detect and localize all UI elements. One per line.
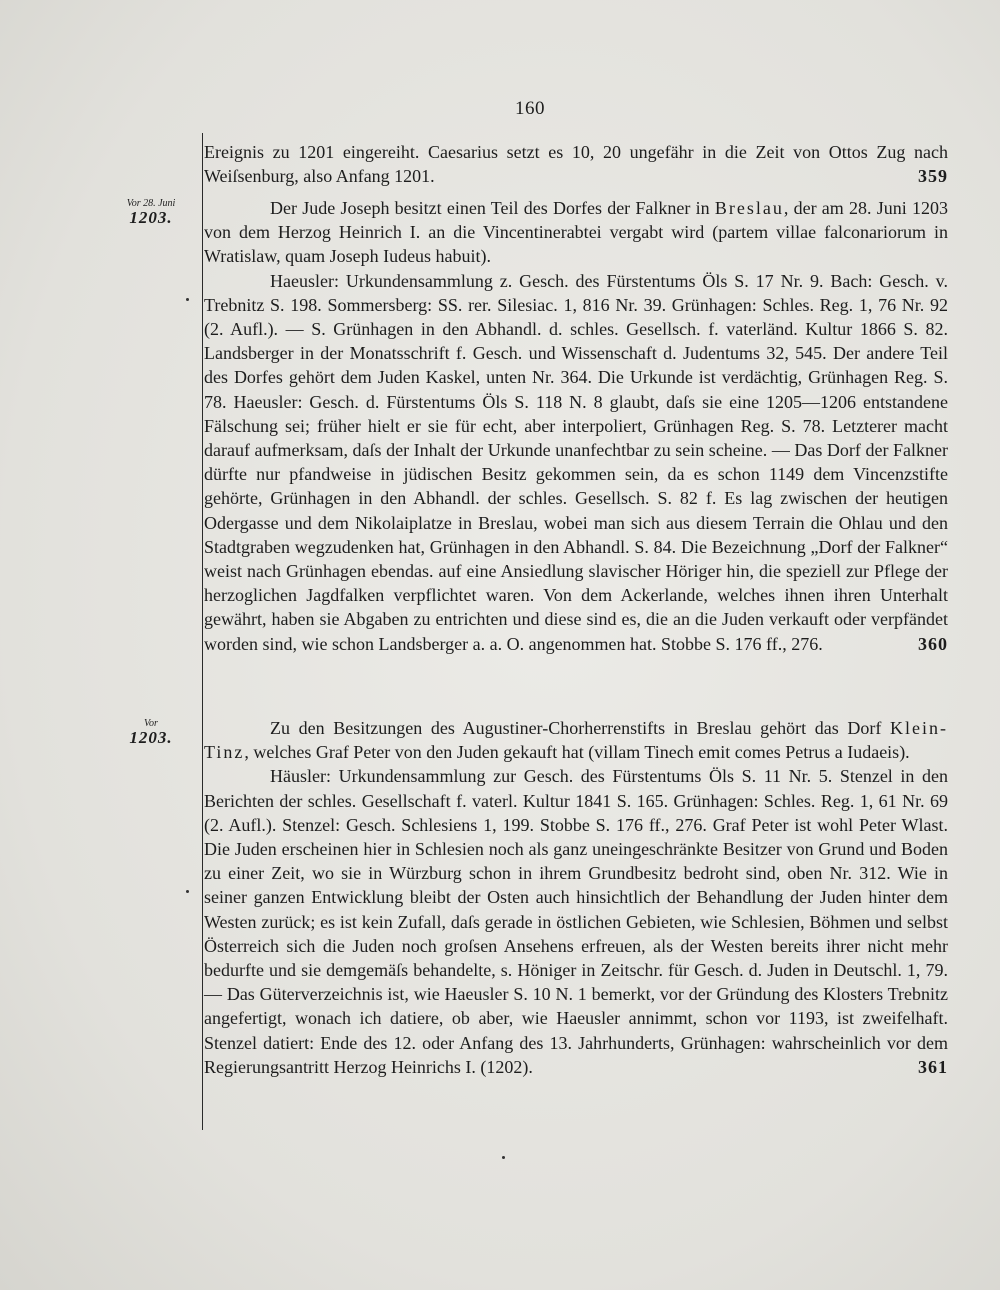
entry-summary-end: , welches Graf Peter von den Juden gekauft hat (villam Tinech emit comes Petrus a Iudaeis). <box>244 742 910 763</box>
page-number: 160 <box>515 98 545 119</box>
entry-summary <box>204 716 948 764</box>
entry-summary-end: , der am 28. Juni 1203 von dem Herzog Heinrich I. an die Vincentinerabtei vergabt wird (partem villae falconariorum in Wratislaw, quam Joseph Iudeus habuit). <box>204 198 948 267</box>
page-speck <box>502 1156 505 1159</box>
entry-360 <box>204 196 948 656</box>
entry-references <box>204 269 948 656</box>
margin-date-note-1 <box>108 198 194 228</box>
entry-number: 360 <box>918 633 948 654</box>
entry-summary-start: Zu den Besitzungen des Augustiner-Chorherrenstifts in Breslau gehört das Dorf <box>270 718 891 738</box>
entry-references <box>204 764 948 1079</box>
place-name: Klein-Tinz <box>204 718 948 763</box>
margin-rule <box>202 133 203 1130</box>
entry-number: 359 <box>918 166 948 187</box>
entry-text <box>204 140 948 188</box>
entry-summary <box>204 196 948 269</box>
entry-359 <box>204 140 948 188</box>
margin-date-label: Vor 28. Juni <box>126 198 176 209</box>
entry-body: Häusler: Urkundensammlung zur Gesch. des Fürstentums Öls S. 11 Nr. 5. Stenzel in den Berichten der schles. Gesellschaft f. vaterl. Kultur 1841 S. 165. Grünhagen: Schles. Reg. 1, 61 Nr. 69 (2. Aufl.). Stenzel: Gesch. Schlesiens 1, 199. Stobbe S. 176 ff., 276. Graf Peter ist wohl Peter Wlast. Die Juden erscheinen hier in Schlesien noch als ganz uneingeschränkte Besitzer von Grund und Boden zu einer Zeit, wo sie in Würzburg schon in ihrem Grundbesitz bedroht sind, oben Nr. 312. Wie in seiner ganzen Entwicklung bleibt der Osten auch hinsichtlich der Behandlung der Juden hinter dem Westen zurück; es ist kein Zufall, daſs gerade in östlichen Gebieten, wie Schlesien, Böhmen und selbst Österreich sich die Juden noch groſsen Ansehens erfreuen, als der Westen bereits ihrer nicht mehr bedurfte und sie demgemäſs behandelte, s. Höniger in Zeitschr. für Gesch. d. Juden in Deutschl. 1, 79. — Das Güterverzeichnis ist, wie Haeusler S. 10 N. 1 bemerkt, vor der Gründung des Klosters Trebnitz angefertigt, wonach ich datiere, ob aber, wie Haeusler annimmt, schon vor 1193, ist zweifelhaft. Stenzel datiert: Ende des 12. oder Anfang des 13. Jahrhunderts, Grünhagen: wahrscheinlich vor dem Regierungsantritt Herzog Heinrichs I. (1202). <box>204 766 948 1077</box>
margin-speck <box>186 298 189 301</box>
entry-number: 361 <box>918 1056 948 1077</box>
entry-361 <box>204 716 948 1079</box>
margin-date-year: 1203. <box>129 208 173 227</box>
margin-date-note-2 <box>108 718 194 748</box>
entry-body: Ereignis zu 1201 eingereiht. Caesarius setzt es 10, 20 ungefähr in die Zeit von Ottos Zug nach Weiſsenburg, also Anfang 1201. <box>204 142 948 187</box>
place-name: Breslau <box>714 198 784 218</box>
entry-summary-start: Der Jude Joseph besitzt einen Teil des Dorfes der Falkner in <box>270 198 715 218</box>
margin-date-year: 1203. <box>129 728 173 747</box>
margin-speck <box>186 890 189 893</box>
entry-body: Haeusler: Urkundensammlung z. Gesch. des Fürstentums Öls S. 17 Nr. 9. Bach: Gesch. v. Trebnitz S. 198. Sommersberg: SS. rer. Silesiac. 1, 816 Nr. 39. Grünhagen: Schles. Reg. 1, 76 Nr. 92 (2. Aufl.). — S. Grünhagen in den Abhandl. d. schles. Gesellsch. f. vaterländ. Kultur 1866 S. 82. Landsberger in der Monatsschrift f. Gesch. und Wissenschaft d. Judentums 32, 545. Der andere Teil des Dorfes gehört dem Juden Kaskel, unten Nr. 364. Die Urkunde ist verdächtig, Grünhagen Reg. S. 78. Haeusler: Gesch. d. Fürstentums Öls S. 118 N. 8 glaubt, daſs sie eine 1205—1206 entstandene Fälschung sei; früher hielt er sie für echt, aber interpoliert, Grünhagen Reg. S. 78. Letzterer macht darauf aufmerksam, daſs der Inhalt der Urkunde unanfechtbar zu sein scheine. — Das Dorf der Falkner dürfte nur pfandweise in jüdischen Besitz gekommen sein, da es schon 1149 dem Vincenzstifte gehörte, Grünhagen in den Abhandl. der schles. Gesellsch. S. 82 f. Es lag zwischen der heutigen Odergasse und dem Nikolaiplatze in Breslau, wobei man sich aus diesem Terrain die Ohlau und den Stadtgraben wegzudenken hat, Grünhagen in den Abhandl. S. 84. Die Bezeichnung „Dorf der Falkner“ weist nach Grünhagen ebendas. auf eine Ansiedlung slavischer Höriger hin, die speziell zur Pflege der herzoglichen Jagdfalken verpflichtet waren. Von dem Ackerlande, welches ihnen ihren Unterhalt gewährt, haben sie Abgaben zu entrichten und diese sind es, die an die Juden verkauft oder verpfändet worden sind, wie schon Landsberger a. a. O. angenommen hat. Stobbe S. 176 ff., 276. <box>204 270 948 654</box>
margin-date-label: Vor <box>144 718 158 729</box>
